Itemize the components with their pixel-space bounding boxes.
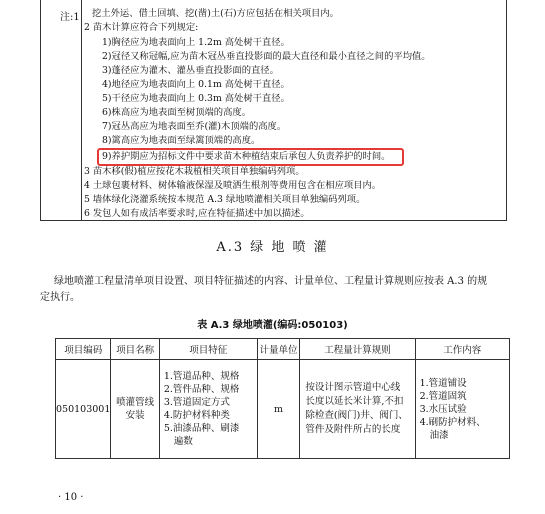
- cell-unit: m: [257, 360, 300, 459]
- feature-4: 4.防护材料种类: [163, 410, 230, 421]
- feature-1: 1.管道品种、规格: [163, 371, 240, 382]
- work-3: 3.水压试验: [419, 403, 467, 415]
- table-row: [56, 360, 510, 459]
- note-6: 6 发包人如有成活率要求时,应在特征描述中加以描述。: [84, 208, 310, 219]
- note-2-item-5: 5)干径应为地表面向上 0.3m 高处树干直径。: [102, 93, 290, 104]
- work-2: 2.管道固筑: [419, 390, 467, 402]
- note-3: 3 苗木移(假)植应按花木栽植相关项目单独编码列项。: [84, 166, 305, 177]
- cell-features: [159, 360, 257, 459]
- work-1: 1.管道铺设: [419, 377, 467, 389]
- spec-table: [55, 338, 510, 459]
- header-features: 项目特征: [159, 339, 257, 360]
- feature-2: 2.管件品种、规格: [163, 384, 240, 395]
- header-code: 项目编码: [56, 339, 111, 360]
- note-2-item-2: 2)冠径又称冠幅,应为苗木冠丛垂直投影面的最大直径和最小直径之间的平均值。: [102, 51, 431, 62]
- work-4: 4.刷防护材料、: [419, 416, 486, 428]
- note-1: 挖土外运、借土回填、挖(凿)土(石)方应包括在相关项目内。: [92, 8, 339, 19]
- note-2-item-6: 6)株高应为地表面至树顶端的高度。: [102, 107, 251, 118]
- note-2-item-9: 9)养护期应为招标文件中要求苗木种植结束后承包人负责养护的时间。: [102, 151, 391, 162]
- note-2-item-1: 1)胸径应为地表面向上 1.2m 高处树干直径。: [102, 37, 290, 48]
- note-4: 4 土球包裹材料、树体输液保湿及喷洒生根剂等费用包含在相应项目内。: [84, 180, 382, 191]
- note-5: 5 墙体绿化浇灌系统按本规范 A.3 绿地喷灌相关项目单独编码列项。: [84, 194, 366, 205]
- notes-divider: [81, 0, 82, 220]
- header-work: 工作内容: [415, 339, 509, 360]
- cell-name: [111, 360, 159, 459]
- header-name: 项目名称: [111, 339, 159, 360]
- page-number: · 10 ·: [58, 492, 84, 503]
- note-2: 2 苗木计算应符合下列规定:: [84, 22, 199, 33]
- header-unit: 计量单位: [257, 339, 300, 360]
- header-rule: 工程量计算规则: [300, 339, 415, 360]
- note-2-item-7: 7)冠丛高应为地表面至乔(灌)木顶端的高度。: [102, 121, 287, 132]
- cell-name-line-1: 喷灌管线: [116, 397, 155, 408]
- notes-label: 注:1: [60, 12, 80, 23]
- note-2-item-8: 8)篱高应为地表面至绿篱顶端的高度。: [102, 135, 261, 146]
- note-2-item-3: 3)蓬径应为灌木、灌丛垂直投影面的直径。: [102, 65, 279, 76]
- cell-rule: [300, 360, 415, 459]
- cell-work: [415, 360, 509, 459]
- feature-3: 3.管道固定方式: [163, 397, 230, 408]
- section-title: A.3 绿 地 喷 灌: [216, 240, 329, 255]
- feature-5-cont: 遍数: [173, 436, 193, 447]
- rule-text: 按设计图示管道中心线长度以延长米计算,不扣除检查(阀门)井、阀门、管件及附件所占的长度: [305, 382, 408, 435]
- section-paragraph-line-1: 绿地喷灌工程量清单项目设置、项目特征描述的内容、计量单位、工程量计算规则应按表 A.3 的规: [54, 276, 488, 287]
- cell-name-line-2: 安装: [125, 410, 145, 421]
- cell-code: 050103001: [56, 360, 111, 459]
- section-paragraph-line-2: 定执行。: [40, 292, 80, 303]
- note-2-item-4: 4)地径应为地表面向上 0.1m 高处树干直径。: [102, 79, 290, 90]
- work-4-cont: 油漆: [429, 429, 449, 441]
- table-header-row: [56, 339, 510, 360]
- highlight-annotation-box: [97, 148, 404, 166]
- table-caption: 表 A.3 绿地喷灌(编码:050103): [197, 320, 348, 331]
- feature-5: 5.油漆品种、刷漆: [163, 423, 240, 434]
